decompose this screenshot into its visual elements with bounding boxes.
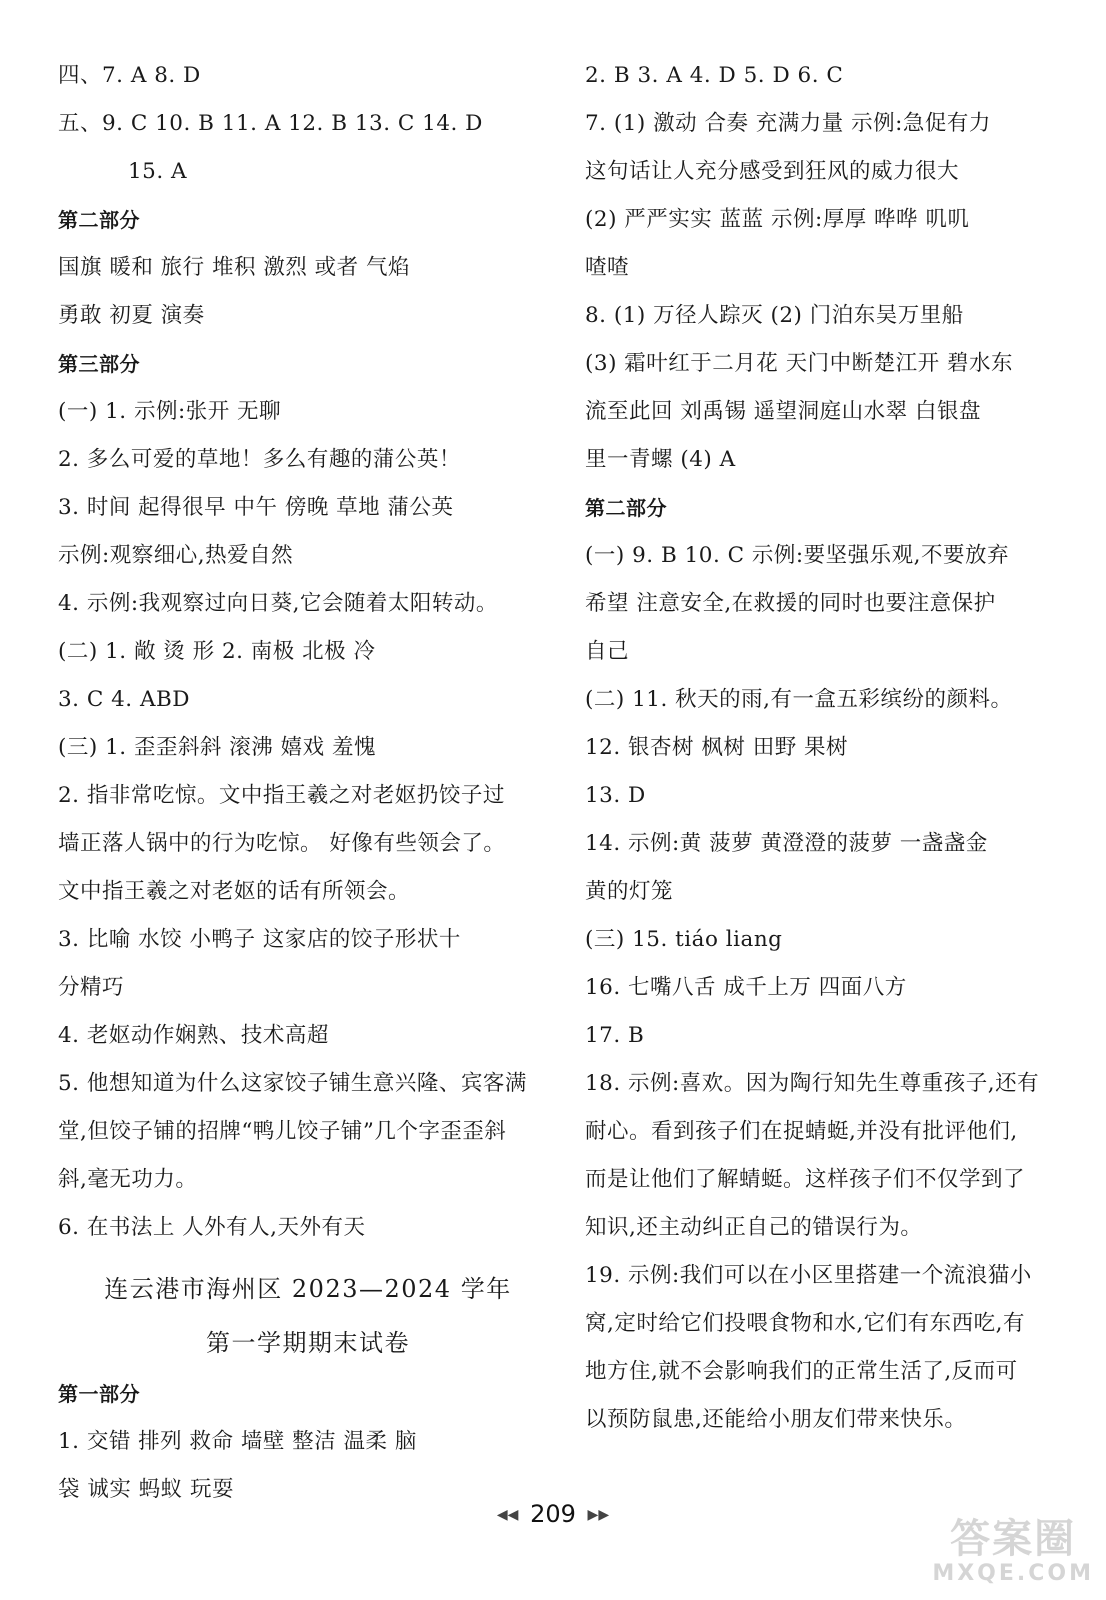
answer-line: 18. 示例:喜欢。因为陶行知先生尊重孩子,还有 (585, 1071, 1040, 1096)
exam-title-line2: 第一学期期末试卷 (206, 1329, 410, 1357)
section-heading: 第二部分 (585, 496, 667, 520)
answer-line: 分精巧 (58, 975, 125, 1000)
answer-line: 五、9. C 10. B 11. A 12. B 13. C 14. D (58, 111, 483, 136)
answer-line: (三) 1. 歪歪斜斜 滚沸 嬉戏 羞愧 (58, 735, 376, 760)
answer-line: 窝,定时给它们投喂食物和水,它们有东西吃,有 (585, 1311, 1026, 1336)
answer-line: 黄的灯笼 (585, 879, 674, 904)
answer-line: 示例:观察细心,热爱自然 (58, 543, 294, 568)
answer-line: 自己 (585, 639, 630, 664)
answer-line: 墙正落人锅中的行为吃惊。 好像有些领会了。 (58, 831, 506, 856)
answer-line: 里一青螺 (4) A (585, 447, 736, 472)
answer-line: 4. 老妪动作娴熟、技术高超 (58, 1023, 329, 1048)
answer-line: (3) 霜叶红于二月花 天门中断楚江开 碧水东 (585, 351, 1013, 376)
answer-line: 勇敢 初夏 演奏 (58, 303, 205, 328)
answer-line: 国旗 暖和 旅行 堆积 激烈 或者 气焰 (58, 255, 411, 280)
answer-line: 7. (1) 激动 合奏 充满力量 示例:急促有力 (585, 111, 991, 136)
section-heading: 第二部分 (58, 208, 140, 232)
answer-line: 1. 交错 排列 救命 墙壁 整洁 温柔 脑 (58, 1429, 417, 1454)
answer-line: 四、7. A 8. D (58, 63, 201, 88)
answer-line: 4. 示例:我观察过向日葵,它会随着太阳转动。 (58, 591, 498, 616)
double-right-arrow-icon: ▶▶ (587, 1507, 610, 1523)
double-left-arrow-icon: ◀◀ (496, 1507, 519, 1523)
section-heading: 第三部分 (58, 352, 140, 376)
answer-line: 而是让他们了解蜻蜓。这样孩子们不仅学到了 (585, 1167, 1026, 1192)
answer-line: 知识,还主动纠正自己的错误行为。 (585, 1215, 923, 1240)
answer-line: 12. 银杏树 枫树 田野 果树 (585, 735, 849, 760)
answer-line: 3. C 4. ABD (58, 687, 191, 712)
answer-line: (2) 严严实实 蓝蓝 示例:厚厚 哗哗 叽叽 (585, 207, 970, 232)
answer-line: (一) 9. B 10. C 示例:要坚强乐观,不要放弃 (585, 543, 1009, 568)
answer-line: 堂,但饺子铺的招牌“鸭儿饺子铺”几个字歪歪斜 (58, 1119, 507, 1144)
answer-line: 喳喳 (585, 255, 630, 280)
answer-line: 2. B 3. A 4. D 5. D 6. C (585, 63, 844, 88)
exam-title-line1: 连云港市海州区 2023—2024 学年 (104, 1275, 512, 1303)
answer-line: (三) 15. tiáo liang (585, 927, 783, 952)
page-number: 209 (530, 1500, 576, 1528)
answer-line: 希望 注意安全,在救援的同时也要注意保护 (585, 591, 996, 616)
answer-line: (一) 1. 示例:张开 无聊 (58, 399, 282, 424)
answer-line: 19. 示例:我们可以在小区里搭建一个流浪猫小 (585, 1263, 1032, 1288)
watermark-url: MXQE.COM (932, 1561, 1094, 1586)
answer-line: 耐心。看到孩子们在捉蜻蜓,并没有批评他们, (585, 1119, 1018, 1144)
answer-line: 14. 示例:黄 菠萝 黄澄澄的菠萝 一盏盏金 (585, 831, 988, 856)
answer-line: 袋 诚实 蚂蚁 玩耍 (58, 1477, 235, 1502)
answer-line: 16. 七嘴八舌 成千上万 四面八方 (585, 975, 907, 1000)
answer-line: 斜,毫无功力。 (58, 1167, 198, 1192)
answer-line: (二) 1. 敞 烫 形 2. 南极 北极 冷 (58, 639, 376, 664)
section-heading: 第一部分 (58, 1382, 140, 1406)
answer-line: 地方住,就不会影响我们的正常生活了,反而可 (585, 1359, 1018, 1384)
left-column (58, 52, 558, 1514)
answer-line: 13. D (585, 783, 646, 808)
answer-line: 15. A (128, 159, 188, 184)
answer-line: 8. (1) 万径人踪灭 (2) 门泊东吴万里船 (585, 303, 964, 328)
answer-line: 以预防鼠患,还能给小朋友们带来快乐。 (585, 1407, 967, 1432)
answer-line: (二) 11. 秋天的雨,有一盒五彩缤纷的颜料。 (585, 687, 1013, 712)
watermark-logo: 答案圈 (950, 1516, 1077, 1562)
answer-line: 3. 时间 起得很早 中午 傍晚 草地 蒲公英 (58, 495, 454, 520)
answer-line: 6. 在书法上 人外有人,天外有天 (58, 1215, 366, 1240)
right-column (585, 52, 1075, 1444)
answer-line: 2. 多么可爱的草地！多么有趣的蒲公英！ (58, 447, 461, 472)
answer-line: 这句话让人充分感受到狂风的威力很大 (585, 159, 960, 184)
watermark (932, 1517, 1094, 1586)
answer-line: 3. 比喻 水饺 小鸭子 这家店的饺子形状十 (58, 927, 461, 952)
answer-line: 17. B (585, 1023, 645, 1048)
answer-line: 流至此回 刘禹锡 遥望洞庭山水翠 白银盘 (585, 399, 982, 424)
answer-line: 文中指王羲之对老妪的话有所领会。 (58, 879, 411, 904)
answer-line: 2. 指非常吃惊。文中指王羲之对老妪扔饺子过 (58, 783, 505, 808)
answer-line: 5. 他想知道为什么这家饺子铺生意兴隆、宾客满 (58, 1071, 527, 1096)
